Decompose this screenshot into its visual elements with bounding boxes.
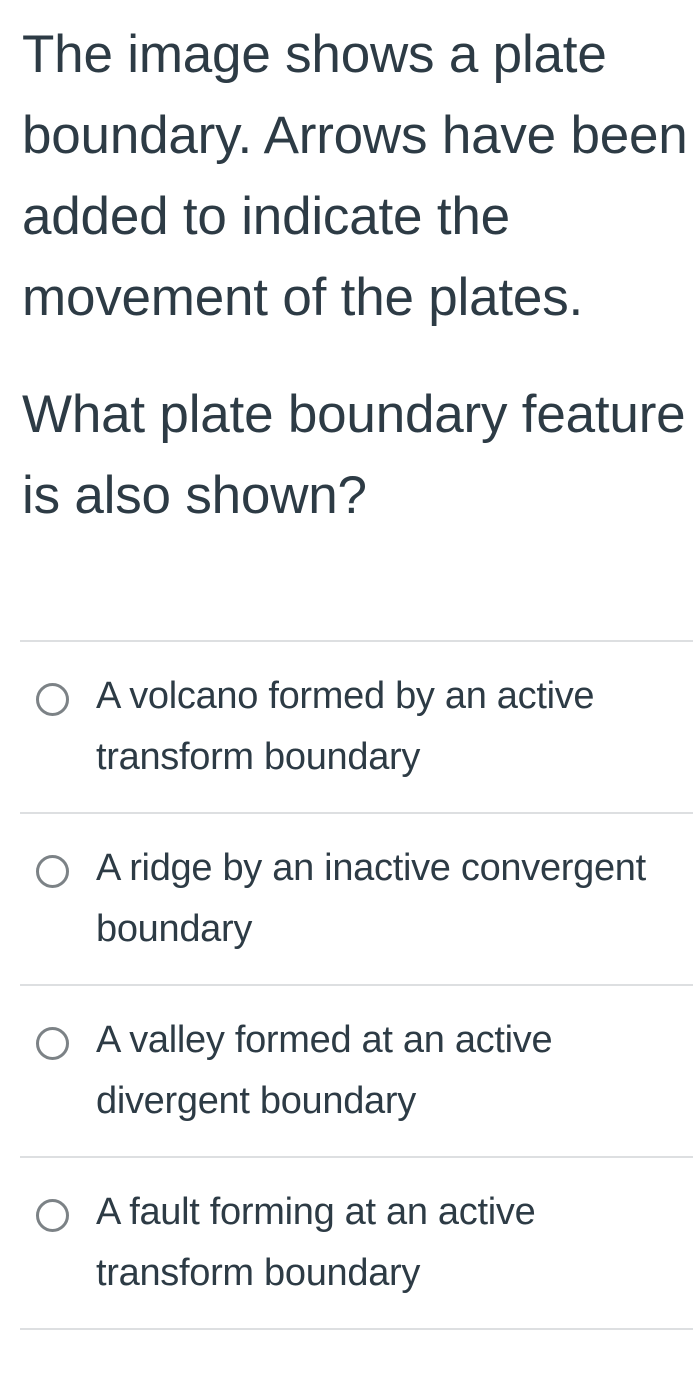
answer-option-label[interactable]: A ridge by an inactive convergent boundary — [96, 847, 646, 950]
question-prompt: What plate boundary feature is also shown? — [22, 385, 686, 525]
answer-option-label[interactable]: A fault forming at an active transform boundary — [96, 1191, 536, 1294]
answer-option-2[interactable] — [20, 814, 693, 986]
radio-button[interactable] — [36, 1199, 69, 1232]
answer-option-label[interactable]: A valley formed at an active divergent boundary — [96, 1019, 553, 1122]
answer-option-3[interactable] — [20, 986, 693, 1158]
radio-button[interactable] — [36, 683, 69, 716]
radio-button[interactable] — [36, 855, 69, 888]
answer-option-1[interactable] — [20, 642, 693, 814]
question-paragraph: The image shows a plate boundary. Arrows have been added to indicate the movement of the plates. — [22, 25, 688, 327]
radio-button[interactable] — [36, 1027, 69, 1060]
question-text — [22, 14, 690, 536]
answer-option-4[interactable] — [20, 1158, 693, 1330]
answer-option-label[interactable]: A volcano formed by an active transform boundary — [96, 675, 595, 778]
answer-choices — [20, 640, 693, 1330]
